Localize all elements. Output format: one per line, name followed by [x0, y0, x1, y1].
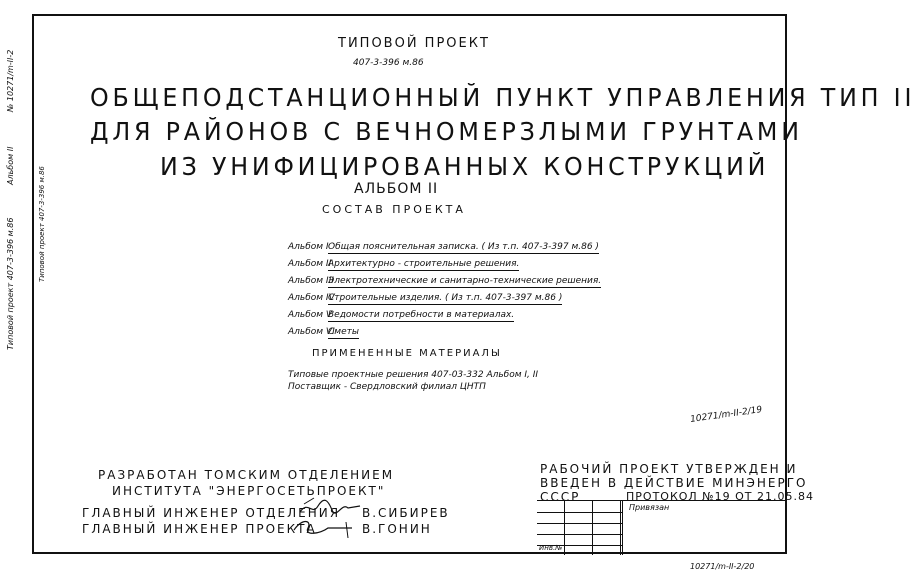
- approval-line-1: РАБОЧИЙ ПРОЕКТ УТВЕРЖДЕН И: [540, 462, 798, 476]
- developer-line-2: ИНСТИТУТА "ЭНЕРГОСЕТЬПРОЕКТ": [112, 484, 386, 498]
- album-row-text: Ведомости потребности в материалах.: [328, 310, 515, 320]
- signature-gonin: [290, 516, 356, 540]
- album-row: [288, 310, 514, 320]
- materials-line-1: Типовые проектные решения 407-03-332 Альбом I, II: [288, 370, 539, 380]
- stamp-privyazan: Привязан: [629, 503, 670, 512]
- album-row: [288, 276, 601, 286]
- vertical-project-number: Типовой проект 407-3-396 м.86: [6, 217, 15, 350]
- album-row-label: Альбом IV: [288, 293, 335, 303]
- album-row-label: Альбом V: [288, 310, 333, 320]
- vertical-corner-code: № 10271/m-II-2: [6, 49, 15, 112]
- album-row-label: Альбом II: [288, 259, 332, 269]
- stamp-cell: [565, 501, 593, 555]
- album-row: [288, 293, 562, 303]
- album-row-text: Общая пояснительная записка. ( Из т.п. 407-3-397 м.86 ): [328, 242, 599, 252]
- approval-line-3-left: СССР: [540, 490, 581, 504]
- album-row-text: Архитектурно - строительные решения.: [328, 259, 520, 269]
- side-code: 10271/m-II-2/19: [689, 405, 763, 425]
- stamp-row-line: [537, 534, 623, 535]
- vertical-album-label: Альбом II: [6, 146, 15, 185]
- composition-heading: СОСТАВ ПРОЕКТА: [322, 203, 466, 216]
- title-line-1: ОБЩЕПОДСТАНЦИОННЫЙ ПУНКТ УПРАВЛЕНИЯ ТИП II: [90, 83, 915, 112]
- title-line-3: ИЗ УНИФИЦИРОВАННЫХ КОНСТРУКЦИЙ: [160, 152, 770, 181]
- album-row-label: Альбом I: [288, 242, 329, 252]
- chief-dept-label: ГЛАВНЫЙ ИНЖЕНЕР ОТДЕЛЕНИЯ: [82, 506, 341, 520]
- project-type: ТИПОВОЙ ПРОЕКТ: [338, 36, 490, 51]
- chief-dept-name: В.СИБИРЕВ: [362, 506, 450, 520]
- bottom-code: 10271/m-II-2/20: [690, 562, 755, 571]
- title-line-2: ДЛЯ РАЙОНОВ С ВЕЧНОМЕРЗЛЫМИ ГРУНТАМИ: [90, 117, 803, 146]
- approval-line-2: ВВЕДЕН В ДЕЙСТВИЕ МИНЭНЕРГО: [540, 476, 808, 490]
- developer-line-1: РАЗРАБОТАН ТОМСКИМ ОТДЕЛЕНИЕМ: [98, 468, 395, 482]
- stamp-cell: [621, 501, 623, 555]
- album-row-text: Строительные изделия. ( Из т.п. 407-3-397 м.86 ): [328, 293, 563, 303]
- stamp-row-line: [537, 523, 623, 524]
- album-row: [288, 327, 359, 337]
- album-title: АЛЬБОМ II: [354, 181, 439, 197]
- album-row: [288, 242, 599, 252]
- stamp-cell: [593, 501, 621, 555]
- vertical-inner-code: Типовой проект 407-3-396 м.86: [38, 166, 46, 282]
- stamp-row-line: [537, 512, 623, 513]
- album-row: [288, 259, 519, 269]
- approval-line-3-right: ПРОТОКОЛ №19 ОТ 21.05.84: [626, 490, 814, 503]
- album-row-label: Альбом VI: [288, 327, 335, 337]
- materials-heading: ПРИМЕНЕННЫЕ МАТЕРИАЛЫ: [312, 348, 502, 359]
- album-row-text: Электротехнические и санитарно-технические решения.: [328, 276, 602, 286]
- materials-line-2: Поставщик - Свердловский филиал ЦНТП: [288, 382, 486, 392]
- stamp-table: [537, 500, 787, 555]
- album-row-text: Сметы: [328, 327, 359, 337]
- project-number: 407-3-396 м.86: [353, 58, 424, 68]
- stamp-inv: Инв.№: [539, 544, 563, 552]
- chief-proj-label: ГЛАВНЫЙ ИНЖЕНЕР ПРОЕКТА: [82, 522, 317, 536]
- album-row-label: Альбом III: [288, 276, 334, 286]
- chief-proj-name: В.ГОНИН: [362, 522, 432, 536]
